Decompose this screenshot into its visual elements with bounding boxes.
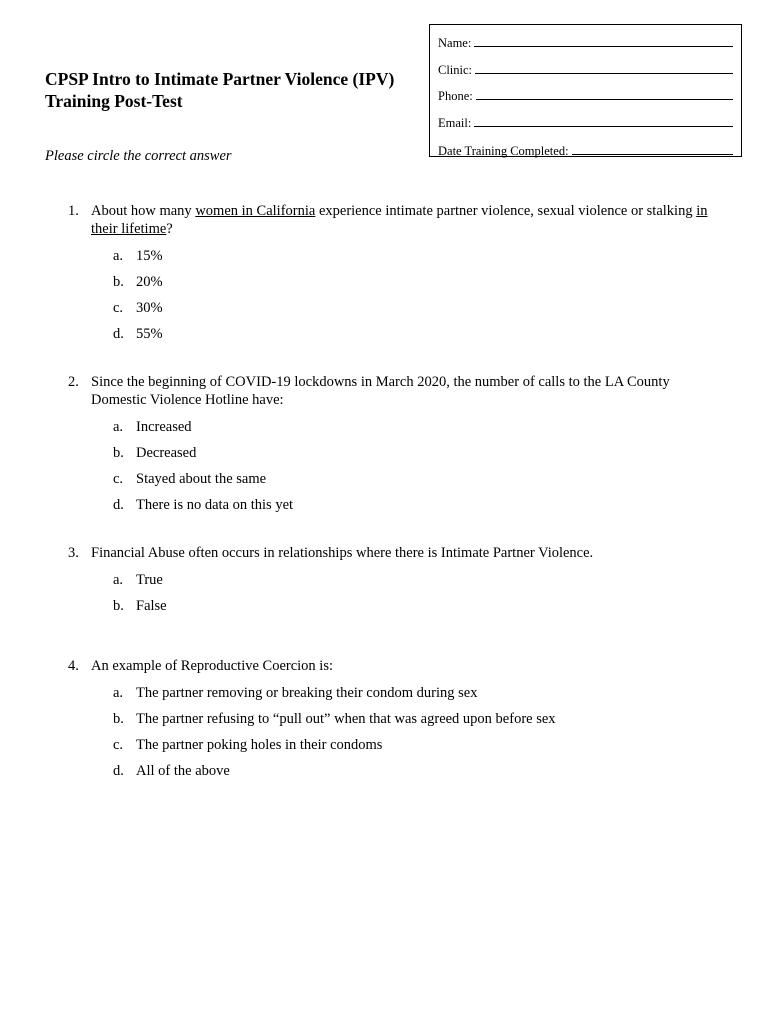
name-line[interactable]	[438, 31, 733, 51]
answer-options	[113, 418, 728, 522]
question-text: An example of Reproductive Coercion is:	[91, 658, 334, 674]
question-text-part: experience intimate partner violence, sexual violence or stalking	[315, 203, 697, 219]
question-1	[68, 202, 728, 351]
option-text: There is no data on this yet	[136, 497, 294, 513]
answer-option[interactable]	[113, 247, 728, 273]
answer-option[interactable]	[113, 762, 728, 788]
question-number: 3.	[68, 545, 79, 561]
option-letter: b.	[113, 711, 124, 727]
answer-options	[113, 247, 728, 351]
question-3	[68, 544, 728, 623]
question-text-part: About how many	[91, 203, 196, 219]
underlined-text: in their lifetime	[91, 203, 708, 237]
option-text: 15%	[136, 248, 163, 264]
option-text: Increased	[136, 419, 192, 435]
option-text: 55%	[136, 326, 163, 342]
option-letter: b.	[113, 445, 124, 461]
option-letter: d.	[113, 497, 124, 513]
question-2	[68, 373, 728, 522]
title-line-2: Training Post-Test	[45, 91, 183, 111]
title-line-1: CPSP Intro to Intimate Partner Violence (IPV)	[45, 69, 395, 89]
option-text: False	[136, 598, 167, 614]
option-text: 30%	[136, 300, 163, 316]
answer-option[interactable]	[113, 299, 728, 325]
answer-options	[113, 684, 728, 788]
clinic-label: Clinic:	[438, 62, 473, 77]
underlined-text: women in California	[195, 203, 316, 219]
question-number: 1.	[68, 203, 79, 219]
answer-option[interactable]	[113, 684, 728, 710]
phone-line[interactable]	[438, 78, 733, 105]
email-line[interactable]	[438, 104, 733, 131]
answer-option[interactable]	[113, 444, 728, 470]
phone-label: Phone:	[438, 89, 473, 103]
option-text: 20%	[136, 274, 163, 290]
option-letter: a.	[113, 248, 124, 264]
option-text: The partner refusing to “pull out” when that was agreed upon before sex	[136, 711, 556, 727]
answer-option[interactable]	[113, 496, 728, 522]
option-text: The partner poking holes in their condoms	[136, 737, 383, 753]
question-number: 4.	[68, 658, 79, 674]
date-line[interactable]	[438, 131, 733, 159]
answer-option[interactable]	[113, 325, 728, 351]
question-4	[68, 657, 728, 788]
email-blank[interactable]	[474, 117, 733, 127]
option-letter: a.	[113, 685, 124, 701]
option-text: Decreased	[136, 445, 197, 461]
answer-option[interactable]	[113, 597, 728, 623]
page-title	[45, 68, 394, 112]
option-letter: d.	[113, 763, 124, 779]
option-letter: b.	[113, 598, 124, 614]
option-text: The partner removing or breaking their condom during sex	[136, 685, 478, 701]
answer-option[interactable]	[113, 571, 728, 597]
option-letter: d.	[113, 326, 124, 342]
phone-blank[interactable]	[476, 90, 733, 100]
option-letter: c.	[113, 300, 124, 316]
option-letter: c.	[113, 737, 124, 753]
participant-info-box	[429, 24, 742, 157]
option-text: True	[136, 572, 163, 588]
option-text: All of the above	[136, 763, 230, 779]
option-letter: c.	[113, 471, 124, 487]
option-letter: a.	[113, 419, 124, 435]
question-text: Since the beginning of COVID-19 lockdowns in March 2020, the number of calls to the LA County Domestic Violence Hotline have:	[91, 374, 670, 408]
answer-options	[113, 571, 728, 623]
date-blank[interactable]	[572, 145, 733, 155]
answer-option[interactable]	[113, 736, 728, 762]
instruction-text: Please circle the correct answer	[45, 148, 232, 164]
email-label: Email:	[438, 115, 472, 130]
question-text-part: ?	[166, 221, 173, 237]
name-label: Name:	[438, 36, 472, 50]
name-blank[interactable]	[474, 37, 733, 47]
answer-option[interactable]	[113, 273, 728, 299]
answer-option[interactable]	[113, 418, 728, 444]
answer-option[interactable]	[113, 710, 728, 736]
question-number: 2.	[68, 374, 79, 390]
clinic-line[interactable]	[438, 51, 733, 78]
option-letter: b.	[113, 274, 124, 290]
question-text: Financial Abuse often occurs in relationships where there is Intimate Partner Violence.	[91, 545, 594, 561]
clinic-blank[interactable]	[475, 64, 733, 74]
answer-option[interactable]	[113, 470, 728, 496]
question-text	[91, 202, 728, 238]
option-text: Stayed about the same	[136, 471, 267, 487]
option-letter: a.	[113, 572, 124, 588]
date-label: Date Training Completed:	[438, 143, 569, 158]
